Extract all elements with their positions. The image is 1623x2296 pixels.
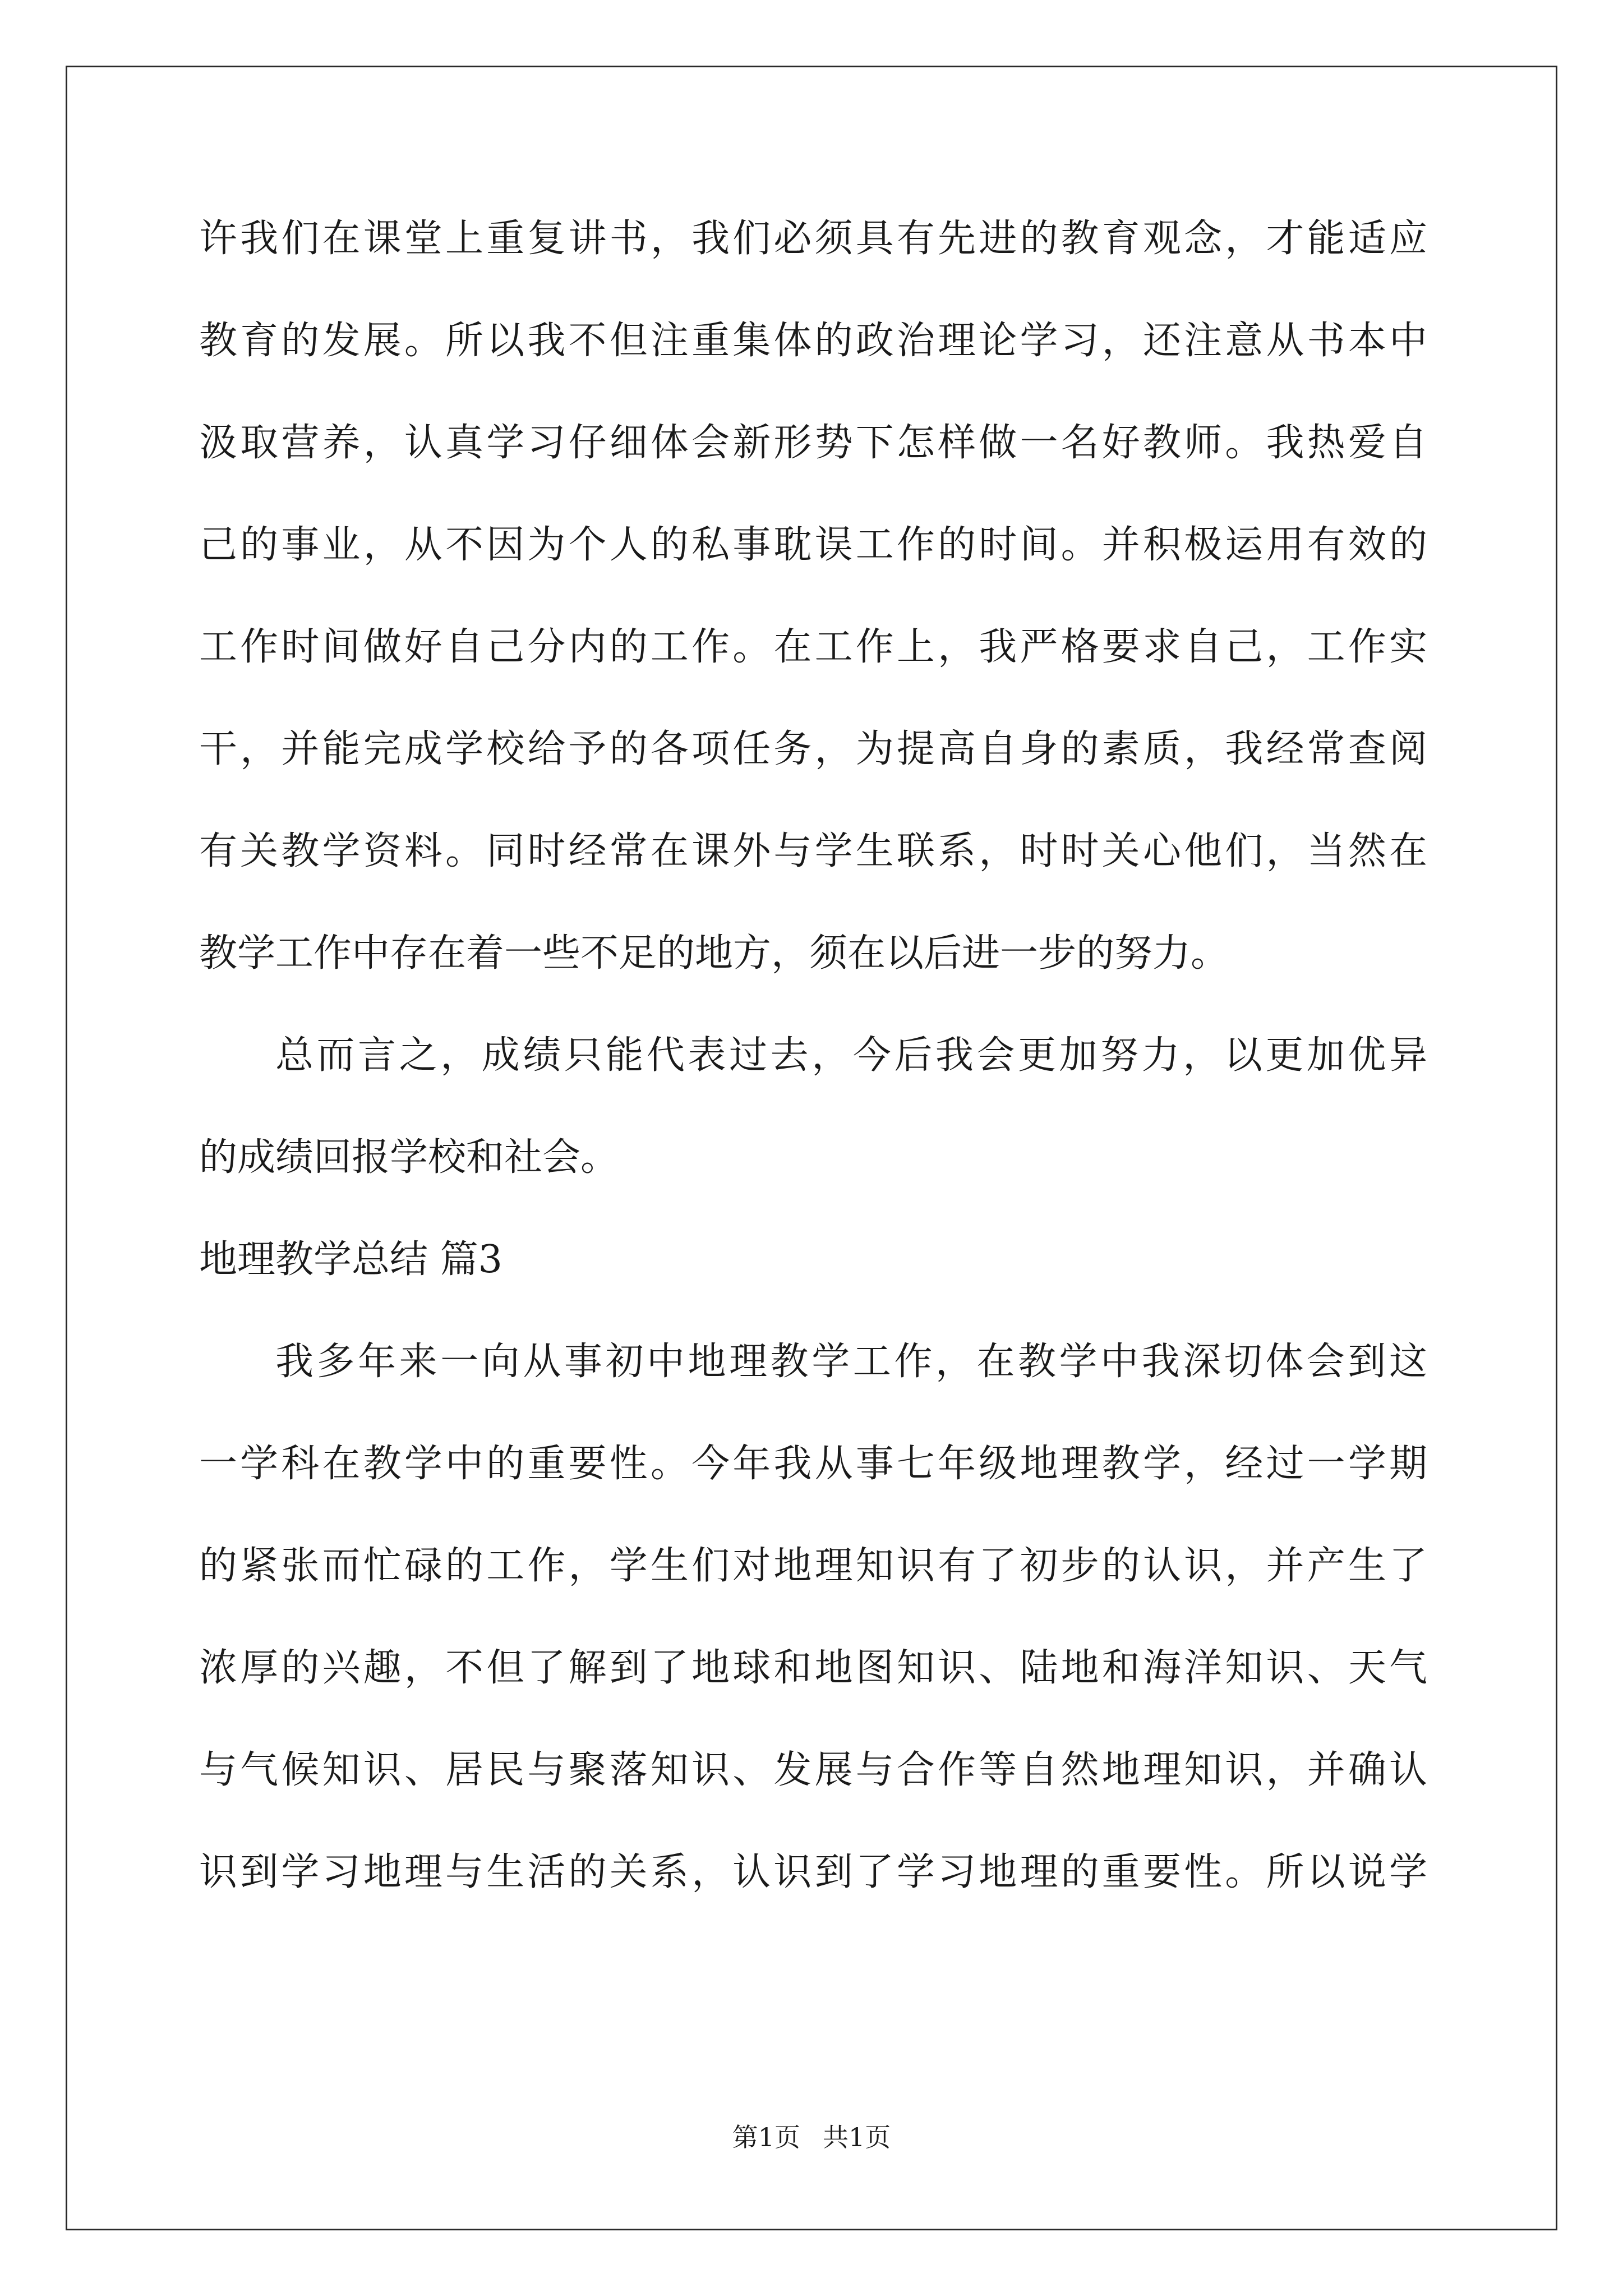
paragraph-line: 与气候知识、居民与聚落知识、发展与合作等自然地理知识，并确认 <box>199 1748 1427 1792</box>
paragraph-line: 教学工作中存在着一些不足的地方，须在以后进一步的努力。 <box>199 931 1229 976</box>
document-body <box>199 188 1427 1924</box>
paragraph-line: 识到学习地理与生活的关系，认识到了学习地理的重要性。所以说学 <box>199 1850 1427 1894</box>
paragraph-line: 的成绩回报学校和社会。 <box>199 1135 619 1180</box>
paragraph-line: 汲取营养，认真学习仔细体会新形势下怎样做一名好教师。我热爱自 <box>199 421 1427 465</box>
section-heading: 地理教学总结 篇3 <box>199 1237 502 1282</box>
paragraph-line: 一学科在教学中的重要性。今年我从事七年级地理教学，经过一学期 <box>199 1442 1427 1486</box>
paragraph-line: 浓厚的兴趣，不但了解到了地球和地图知识、陆地和海洋知识、天气 <box>199 1646 1427 1690</box>
paragraph-line: 许我们在课堂上重复讲书，我们必须具有先进的教育观念，才能适应 <box>199 217 1427 261</box>
page-footer <box>0 2120 1623 2154</box>
paragraph-line: 我多年来一向从事初中地理教学工作，在教学中我深切体会到这 <box>275 1340 1427 1384</box>
page-total: 共1页 <box>823 2122 891 2152</box>
page-number: 第1页 <box>732 2122 800 2152</box>
paragraph-line: 的紧张而忙碌的工作，学生们对地理知识有了初步的认识，并产生了 <box>199 1544 1427 1588</box>
paragraph-line: 工作时间做好自己分内的工作。在工作上，我严格要求自己，工作实 <box>199 625 1427 669</box>
paragraph-line: 教育的发展。所以我不但注重集体的政治理论学习，还注意从书本中 <box>199 319 1427 363</box>
paragraph-line: 干，并能完成学校给予的各项任务，为提高自身的素质，我经常查阅 <box>199 727 1427 771</box>
paragraph-line: 总而言之，成绩只能代表过去，今后我会更加努力，以更加优异 <box>275 1033 1427 1078</box>
paragraph-line: 己的事业，从不因为个人的私事耽误工作的时间。并积极运用有效的 <box>199 523 1427 567</box>
paragraph-line: 有关教学资料。同时经常在课外与学生联系，时时关心他们，当然在 <box>199 829 1427 873</box>
